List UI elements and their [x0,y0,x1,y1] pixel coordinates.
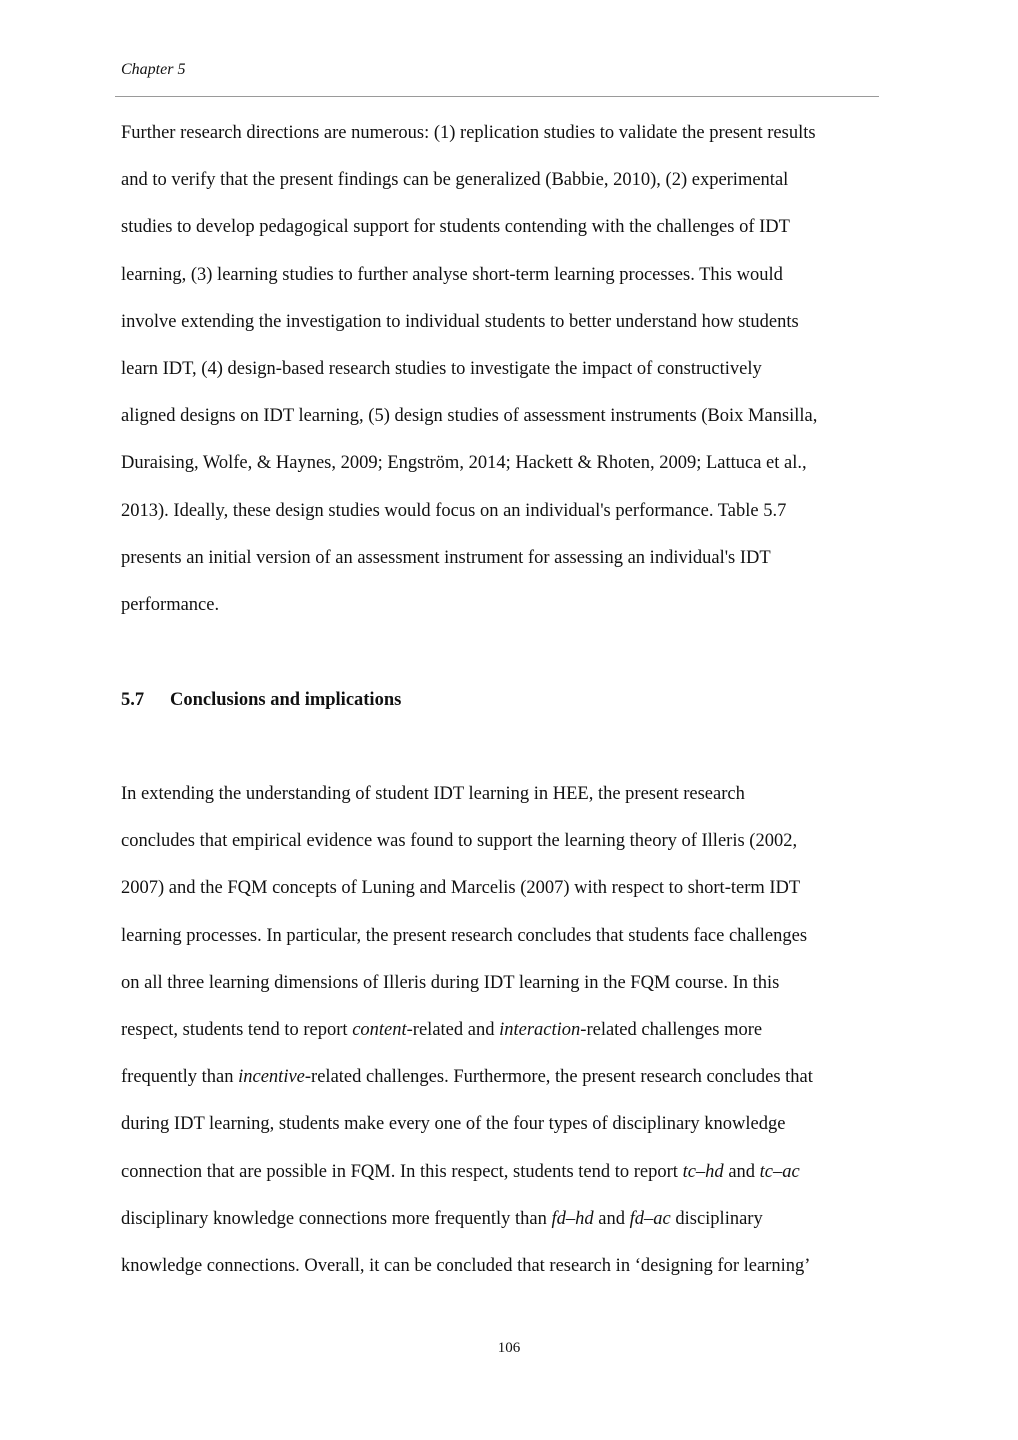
text-line [121,488,817,535]
text-line [121,582,817,629]
text-line [121,110,817,157]
italic-term: fd–ac [629,1208,671,1229]
text-run: studies to develop pedagogical support for students contending with the challenges of IDT [121,217,790,238]
text-line [121,1101,813,1148]
header-rule [115,96,879,97]
italic-term: tc–ac [759,1161,800,1182]
text-run: learning processes. In particular, the present research concludes that students face challenges [121,925,808,946]
text-line [121,393,817,440]
text-line [121,252,817,299]
paragraph-further-research [121,110,817,629]
text-run: learn IDT, (4) design-based research studies to investigate the impact of constructively [121,358,762,379]
text-run: performance. [121,594,220,615]
text-line [121,1196,813,1243]
text-run: and [593,1208,630,1229]
text-line [121,960,813,1007]
text-run: -related challenges more [580,1019,763,1040]
text-line [121,1054,813,1101]
text-run: involve extending the investigation to individual students to better understand how students [121,311,799,332]
text-run: knowledge connections. Overall, it can be concluded that research in ‘designing for learning’ [121,1255,811,1276]
paragraph-conclusions [121,771,813,1290]
text-line [121,204,817,251]
text-run: disciplinary knowledge connections more frequently than [121,1208,552,1229]
text-run: on all three learning dimensions of Illeris during IDT learning in the FQM course. In this [121,972,780,993]
text-run: and [723,1161,760,1182]
text-line [121,1007,813,1054]
section-heading [121,688,401,712]
section-title: Conclusions and implications [170,690,402,710]
text-line [121,865,813,912]
text-run: respect, students tend to report [121,1019,353,1040]
text-run: aligned designs on IDT learning, (5) design studies of assessment instruments (Boix Mansilla, [121,406,818,427]
text-run: presents an initial version of an assessment instrument for assessing an individual's IDT [121,547,771,568]
running-head: Chapter 5 [121,61,186,78]
italic-term: interaction [499,1019,581,1040]
text-run: -related challenges. Furthermore, the present research concludes that [304,1067,813,1088]
text-line [121,818,813,865]
text-run: and to verify that the present findings can be generalized (Babbie, 2010), (2) experimental [121,170,789,191]
text-run: concludes that empirical evidence was found to support the learning theory of Illeris (2002, [121,831,798,852]
italic-term: tc–hd [682,1161,724,1182]
text-run: connection that are possible in FQM. In this respect, students tend to report [121,1161,683,1182]
text-line [121,299,817,346]
italic-term: incentive [238,1067,305,1088]
text-run: Duraising, Wolfe, & Haynes, 2009; Engström, 2014; Hackett & Rhoten, 2009; Lattuca et al., [121,453,807,474]
text-line [121,1149,813,1196]
text-line [121,1243,813,1290]
text-line [121,157,817,204]
text-line [121,913,813,960]
text-line [121,346,817,393]
text-run: disciplinary [670,1208,763,1229]
text-run: learning, (3) learning studies to further analyse short-term learning processes. This would [121,264,783,285]
italic-term: content [352,1019,407,1040]
text-line [121,535,817,582]
text-line [121,771,813,818]
text-run: frequently than [121,1067,239,1088]
section-number: 5.7 [121,690,145,710]
text-run: In extending the understanding of student IDT learning in HEE, the present research [121,784,745,804]
text-run: during IDT learning, students make every one of the four types of disciplinary knowledge [121,1114,786,1135]
text-run: 2007) and the FQM concepts of Luning and Marcelis (2007) with respect to short-term IDT [121,878,801,899]
page-number: 106 [497,1340,521,1356]
text-run: 2013). Ideally, these design studies would focus on an individual's performance. Table 5.7 [121,500,787,521]
text-run: Further research directions are numerous: (1) replication studies to validate the present results [121,123,816,143]
text-line [121,440,817,487]
italic-term: fd–hd [551,1208,594,1229]
text-run: -related and [406,1019,500,1040]
